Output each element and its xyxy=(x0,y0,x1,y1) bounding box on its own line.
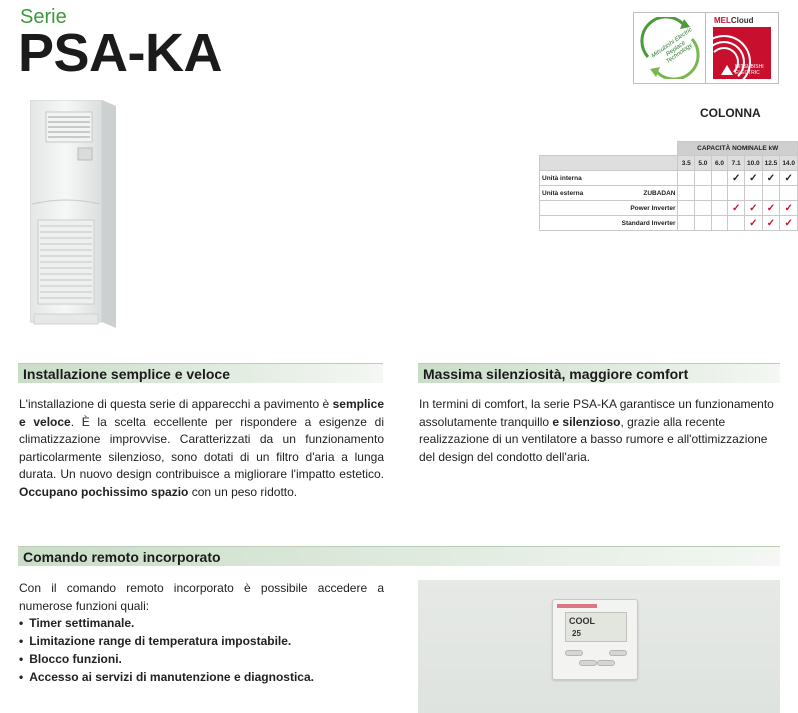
remote-temperature: 25 xyxy=(572,629,581,638)
empty-cell xyxy=(678,171,695,186)
melcloud-badge xyxy=(713,27,771,79)
section-bar-silence xyxy=(418,363,780,383)
row-label: Unità esterna xyxy=(540,186,601,201)
model-title: PSA-KA xyxy=(18,23,223,83)
capacity-table xyxy=(539,141,798,231)
mitsubishi-brand-text: MITSUBISHI ELECTRIC xyxy=(735,64,764,76)
remote-button xyxy=(579,660,597,666)
table-row xyxy=(540,216,798,231)
table-row xyxy=(540,186,798,201)
check-icon: ✓ xyxy=(744,201,762,216)
capacity-header: CAPACITÀ NOMINALE kW xyxy=(678,142,798,156)
melcloud-logo xyxy=(706,13,778,83)
empty-cell xyxy=(678,201,695,216)
remote-screen xyxy=(565,612,627,642)
empty-cell xyxy=(695,186,712,201)
empty-cell xyxy=(711,216,728,231)
mitsubishi-diamonds-icon xyxy=(721,65,733,75)
replace-technology-text: Mitsubishi Electric Replace Technology xyxy=(650,27,694,66)
silence-paragraph: In termini di comfort, la serie PSA-KA garantisce un funzionamento assolutamente tranquillo e silenzioso, grazie alla recente realizzazione di un ventilatore a basso rumore e all'ottimizzazione del design del condotto dell'aria. xyxy=(419,397,774,464)
table-row xyxy=(540,201,798,216)
floor-standing-unit-image xyxy=(30,100,116,332)
row-sublabel xyxy=(601,171,678,186)
section-bar-remote xyxy=(18,546,780,566)
feature-bullet: • Blocco funzioni. xyxy=(19,652,389,666)
row-sublabel: Standard Inverter xyxy=(601,216,678,231)
remote-button xyxy=(609,650,627,656)
section-title: Comando remoto incorporato xyxy=(23,549,221,565)
series-label: Serie xyxy=(20,6,67,28)
melcloud-text: MELCloud xyxy=(714,16,754,25)
category-label: COLONNA xyxy=(700,106,761,120)
replace-technology-logo xyxy=(634,13,706,83)
check-icon: ✓ xyxy=(780,201,798,216)
row-sublabel: Power Inverter xyxy=(601,201,678,216)
check-icon: ✓ xyxy=(728,201,745,216)
empty-cell xyxy=(695,216,712,231)
empty-cell xyxy=(678,216,695,231)
remote-mode: COOL xyxy=(569,616,595,626)
empty-cell xyxy=(762,186,780,201)
capacity-col-3.5: 3.5 xyxy=(678,156,695,171)
remote-controller-image xyxy=(552,599,638,680)
check-icon: ✓ xyxy=(762,201,780,216)
empty-cell xyxy=(744,186,762,201)
capacity-col-14.0: 14.0 xyxy=(780,156,798,171)
check-icon: ✓ xyxy=(728,171,745,186)
capacity-col-7.1: 7.1 xyxy=(728,156,745,171)
section-bar-installation xyxy=(18,363,383,383)
capacity-col-12.5: 12.5 xyxy=(762,156,780,171)
installation-paragraph: L'installazione di questa serie di apparecchi a pavimento è semplice e veloce. È la scelta eccellente per rispondere a esigenze di climatizzazione improvvise. Caratterizzati da un funzionamento particolarmente silenzioso, sono dotati di un filtro d'aria a lunga durata. Un nuovo design contribuisce a migliorare l'impatto estetico. Occupano pochissimo spazio con un peso ridotto. xyxy=(19,397,384,499)
remote-button xyxy=(597,660,615,666)
row-label xyxy=(540,201,601,216)
section-title: Installazione semplice e veloce xyxy=(23,366,230,382)
feature-bullet: • Timer settimanale. xyxy=(19,616,389,630)
check-icon: ✓ xyxy=(780,171,798,186)
empty-cell xyxy=(711,171,728,186)
empty-cell xyxy=(711,186,728,201)
empty-cell xyxy=(711,201,728,216)
feature-bullet: • Accesso ai servizi di manutenzione e diagnostica. xyxy=(19,670,389,684)
empty-cell xyxy=(780,186,798,201)
empty-cell xyxy=(695,201,712,216)
check-icon: ✓ xyxy=(762,216,780,231)
empty-cell xyxy=(728,186,745,201)
row-sublabel: ZUBADAN xyxy=(601,186,678,201)
certification-logos xyxy=(633,12,779,84)
capacity-col-6.0: 6.0 xyxy=(711,156,728,171)
capacity-col-10.0: 10.0 xyxy=(744,156,762,171)
check-icon: ✓ xyxy=(744,171,762,186)
section-title: Massima silenziosità, maggiore comfort xyxy=(423,366,689,382)
empty-cell xyxy=(678,186,695,201)
remote-intro: Con il comando remoto incorporato è possibile accedere a numerose funzioni quali: xyxy=(19,581,384,613)
check-icon: ✓ xyxy=(780,216,798,231)
empty-cell xyxy=(695,171,712,186)
table-row xyxy=(540,171,798,186)
check-icon: ✓ xyxy=(762,171,780,186)
capacity-col-5.0: 5.0 xyxy=(695,156,712,171)
check-icon: ✓ xyxy=(744,216,762,231)
row-label xyxy=(540,216,601,231)
row-label: Unità interna xyxy=(540,171,601,186)
remote-button xyxy=(565,650,583,656)
remote-logo xyxy=(557,604,597,608)
empty-cell xyxy=(728,216,745,231)
feature-bullet: • Limitazione range di temperatura impostabile. xyxy=(19,634,389,648)
